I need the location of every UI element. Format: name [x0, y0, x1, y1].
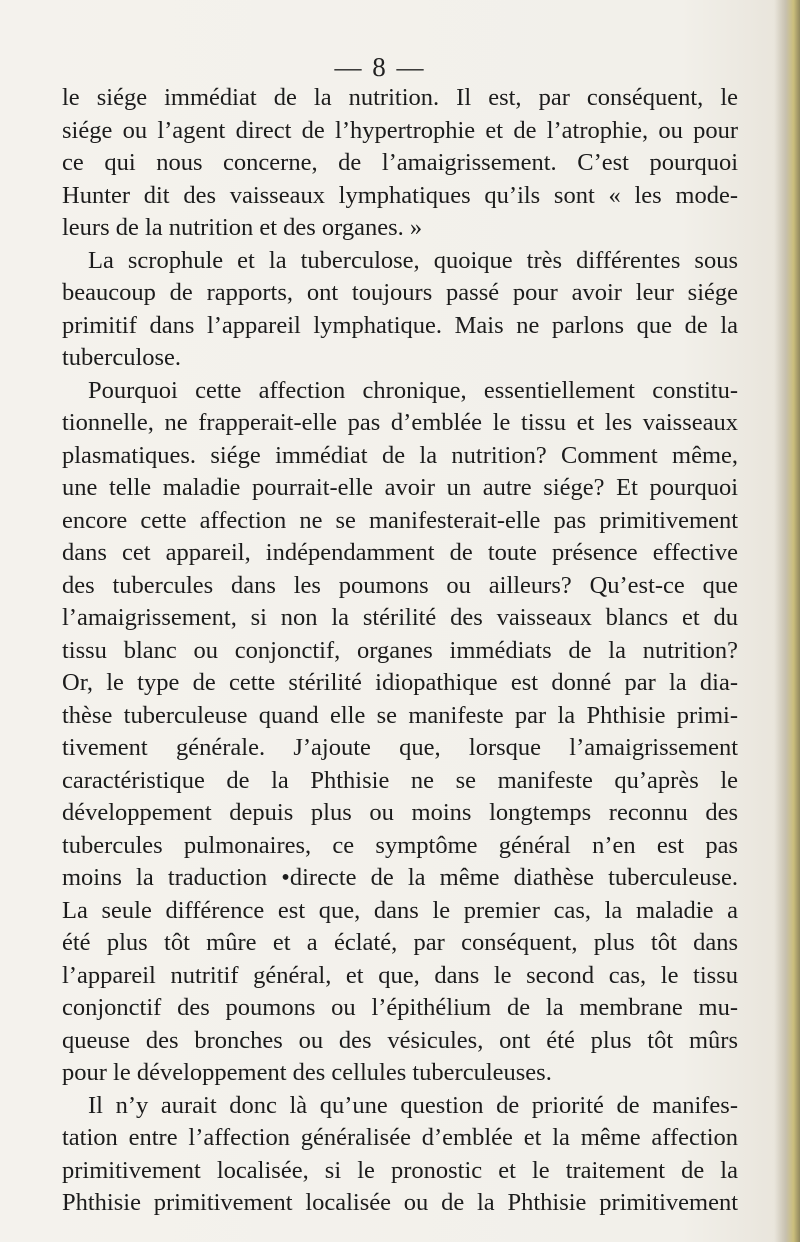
- text-line: encore cette affection ne se manifesterait-elle pas primitivement: [62, 506, 738, 534]
- text-line: queuse des bronches ou des vésicules, ont été plus tôt mûrs: [62, 1026, 738, 1054]
- text-line: tissu blanc ou conjonctif, organes immédiats de la nutrition?: [62, 636, 738, 664]
- text-line: La scrophule et la tuberculose, quoique très différentes sous: [88, 246, 738, 274]
- text-line: Or, le type de cette stérilité idiopathique est donné par la dia-: [62, 669, 738, 696]
- text-line: l’amaigrissement, si non la stérilité des vaisseaux blancs et du: [62, 604, 738, 631]
- text-line: leurs de la nutrition et des organes. »: [62, 214, 423, 241]
- text-line: le siége immédiat de la nutrition. Il est, par conséquent, le: [62, 84, 738, 111]
- text-line: La seule différence est que, dans le premier cas, la maladie a: [62, 896, 738, 924]
- text-line: des tubercules dans les poumons ou ailleurs? Qu’est-ce que: [62, 571, 738, 599]
- text-line: une telle maladie pourrait-elle avoir un autre siége? Et pourquoi: [62, 474, 738, 501]
- text-line: tivement générale. J’ajoute que, lorsque l’amaigrissement: [62, 734, 738, 761]
- text-line: tuberculose.: [62, 344, 182, 371]
- text-line: beaucoup de rapports, ont toujours passé pour avoir leur siége: [62, 279, 738, 306]
- text-line: plasmatiques. siége immédiat de la nutrition? Comment même,: [62, 441, 738, 469]
- text-line: tation entre l’affection généralisée d’emblée et la même affection: [62, 1124, 738, 1151]
- text-line: été plus tôt mûre et a éclaté, par conséquent, plus tôt dans: [62, 929, 738, 956]
- text-line: primitivement localisée, si le pronostic et le traitement de la: [62, 1156, 738, 1184]
- text-line: moins la traduction •directe de la même diathèse tuberculeuse.: [62, 864, 738, 891]
- text-line: pour le développement des cellules tuberculeuses.: [62, 1059, 552, 1086]
- text-line: l’appareil nutritif général, et que, dans le second cas, le tissu: [62, 961, 738, 989]
- text-line: développement depuis plus ou moins longtemps reconnu des: [62, 799, 738, 826]
- text-line: tionnelle, ne frapperait-elle pas d’emblée le tissu et les vaisseaux: [62, 409, 738, 436]
- text-line: Pourquoi cette affection chronique, essentiellement constitu-: [88, 376, 738, 404]
- text-line: dans cet appareil, indépendamment de toute présence effective: [62, 539, 738, 566]
- text-line: Phthisie primitivement localisée ou de la Phthisie primitivement: [62, 1189, 738, 1216]
- body-text: [62, 82, 738, 1220]
- text-line: siége ou l’agent direct de l’hypertrophie et de l’atrophie, ou pour: [62, 116, 738, 144]
- text-line: Hunter dit des vaisseaux lymphatiques qu’ils sont « les mode-: [62, 181, 738, 209]
- text-line: tubercules pulmonaires, ce symptôme général n’en est pas: [62, 831, 738, 859]
- text-line: ce qui nous concerne, de l’amaigrissement. C’est pourquoi: [62, 149, 738, 176]
- text-line: conjonctif des poumons ou l’épithélium de la membrane mu-: [62, 994, 738, 1021]
- text-line: thèse tuberculeuse quand elle se manifeste par la Phthisie primi-: [62, 701, 738, 729]
- text-line: primitif dans l’appareil lymphatique. Mais ne parlons que de la: [62, 311, 738, 339]
- text-line: caractéristique de la Phthisie ne se manifeste qu’après le: [62, 766, 738, 794]
- page-number: — 8 —: [334, 52, 426, 82]
- text-line: Il n’y aurait donc là qu’une question de priorité de manifes-: [88, 1091, 738, 1119]
- page-edge: [774, 0, 800, 1242]
